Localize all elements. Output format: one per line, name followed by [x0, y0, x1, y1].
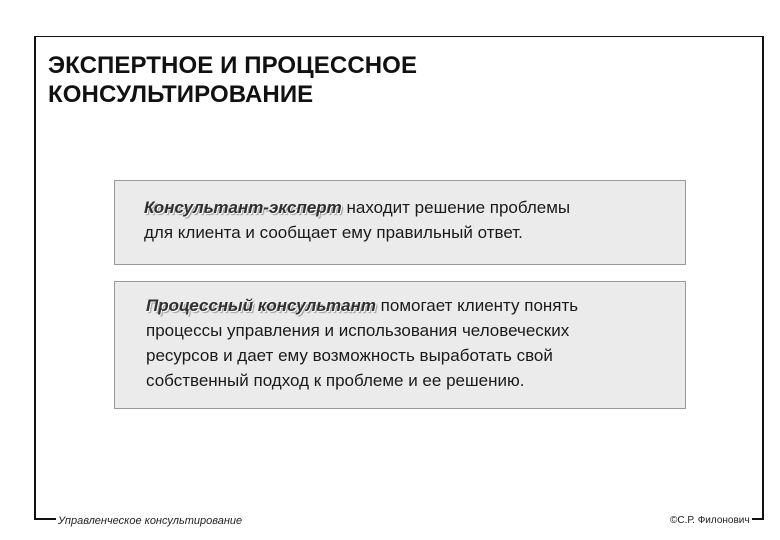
slide-title	[48, 51, 608, 109]
box2-line-4: собственный подход к проблеме и ее решению.	[146, 371, 525, 390]
process-consulting-box	[114, 281, 686, 409]
footer-course-name: Управленческое консультирование	[56, 515, 246, 527]
box2-line-2: процессы управления и использования человеческих	[146, 321, 570, 340]
box2-line-1-rest: помогает клиенту понять	[375, 296, 579, 315]
footer-copyright: ©С.Р. Филонович	[670, 515, 750, 526]
expert-term: Консультант-эксперт	[144, 198, 342, 217]
box2-line-3: ресурсов и дает ему возможность выработать свой	[146, 346, 553, 365]
title-line-1: ЭКСПЕРТНОЕ И ПРОЦЕССНОЕ	[48, 52, 418, 79]
box1-line-1-rest: находит решение проблемы	[341, 198, 571, 217]
process-term: Процессный консультант	[146, 296, 376, 315]
box2-line-1	[146, 293, 675, 318]
title-line-2: КОНСУЛЬТИРОВАНИЕ	[48, 81, 314, 108]
box1-line-2: для клиента и сообщает ему правильный ответ.	[144, 223, 523, 242]
box1-line-1	[144, 195, 675, 220]
expert-consulting-box	[114, 180, 686, 265]
